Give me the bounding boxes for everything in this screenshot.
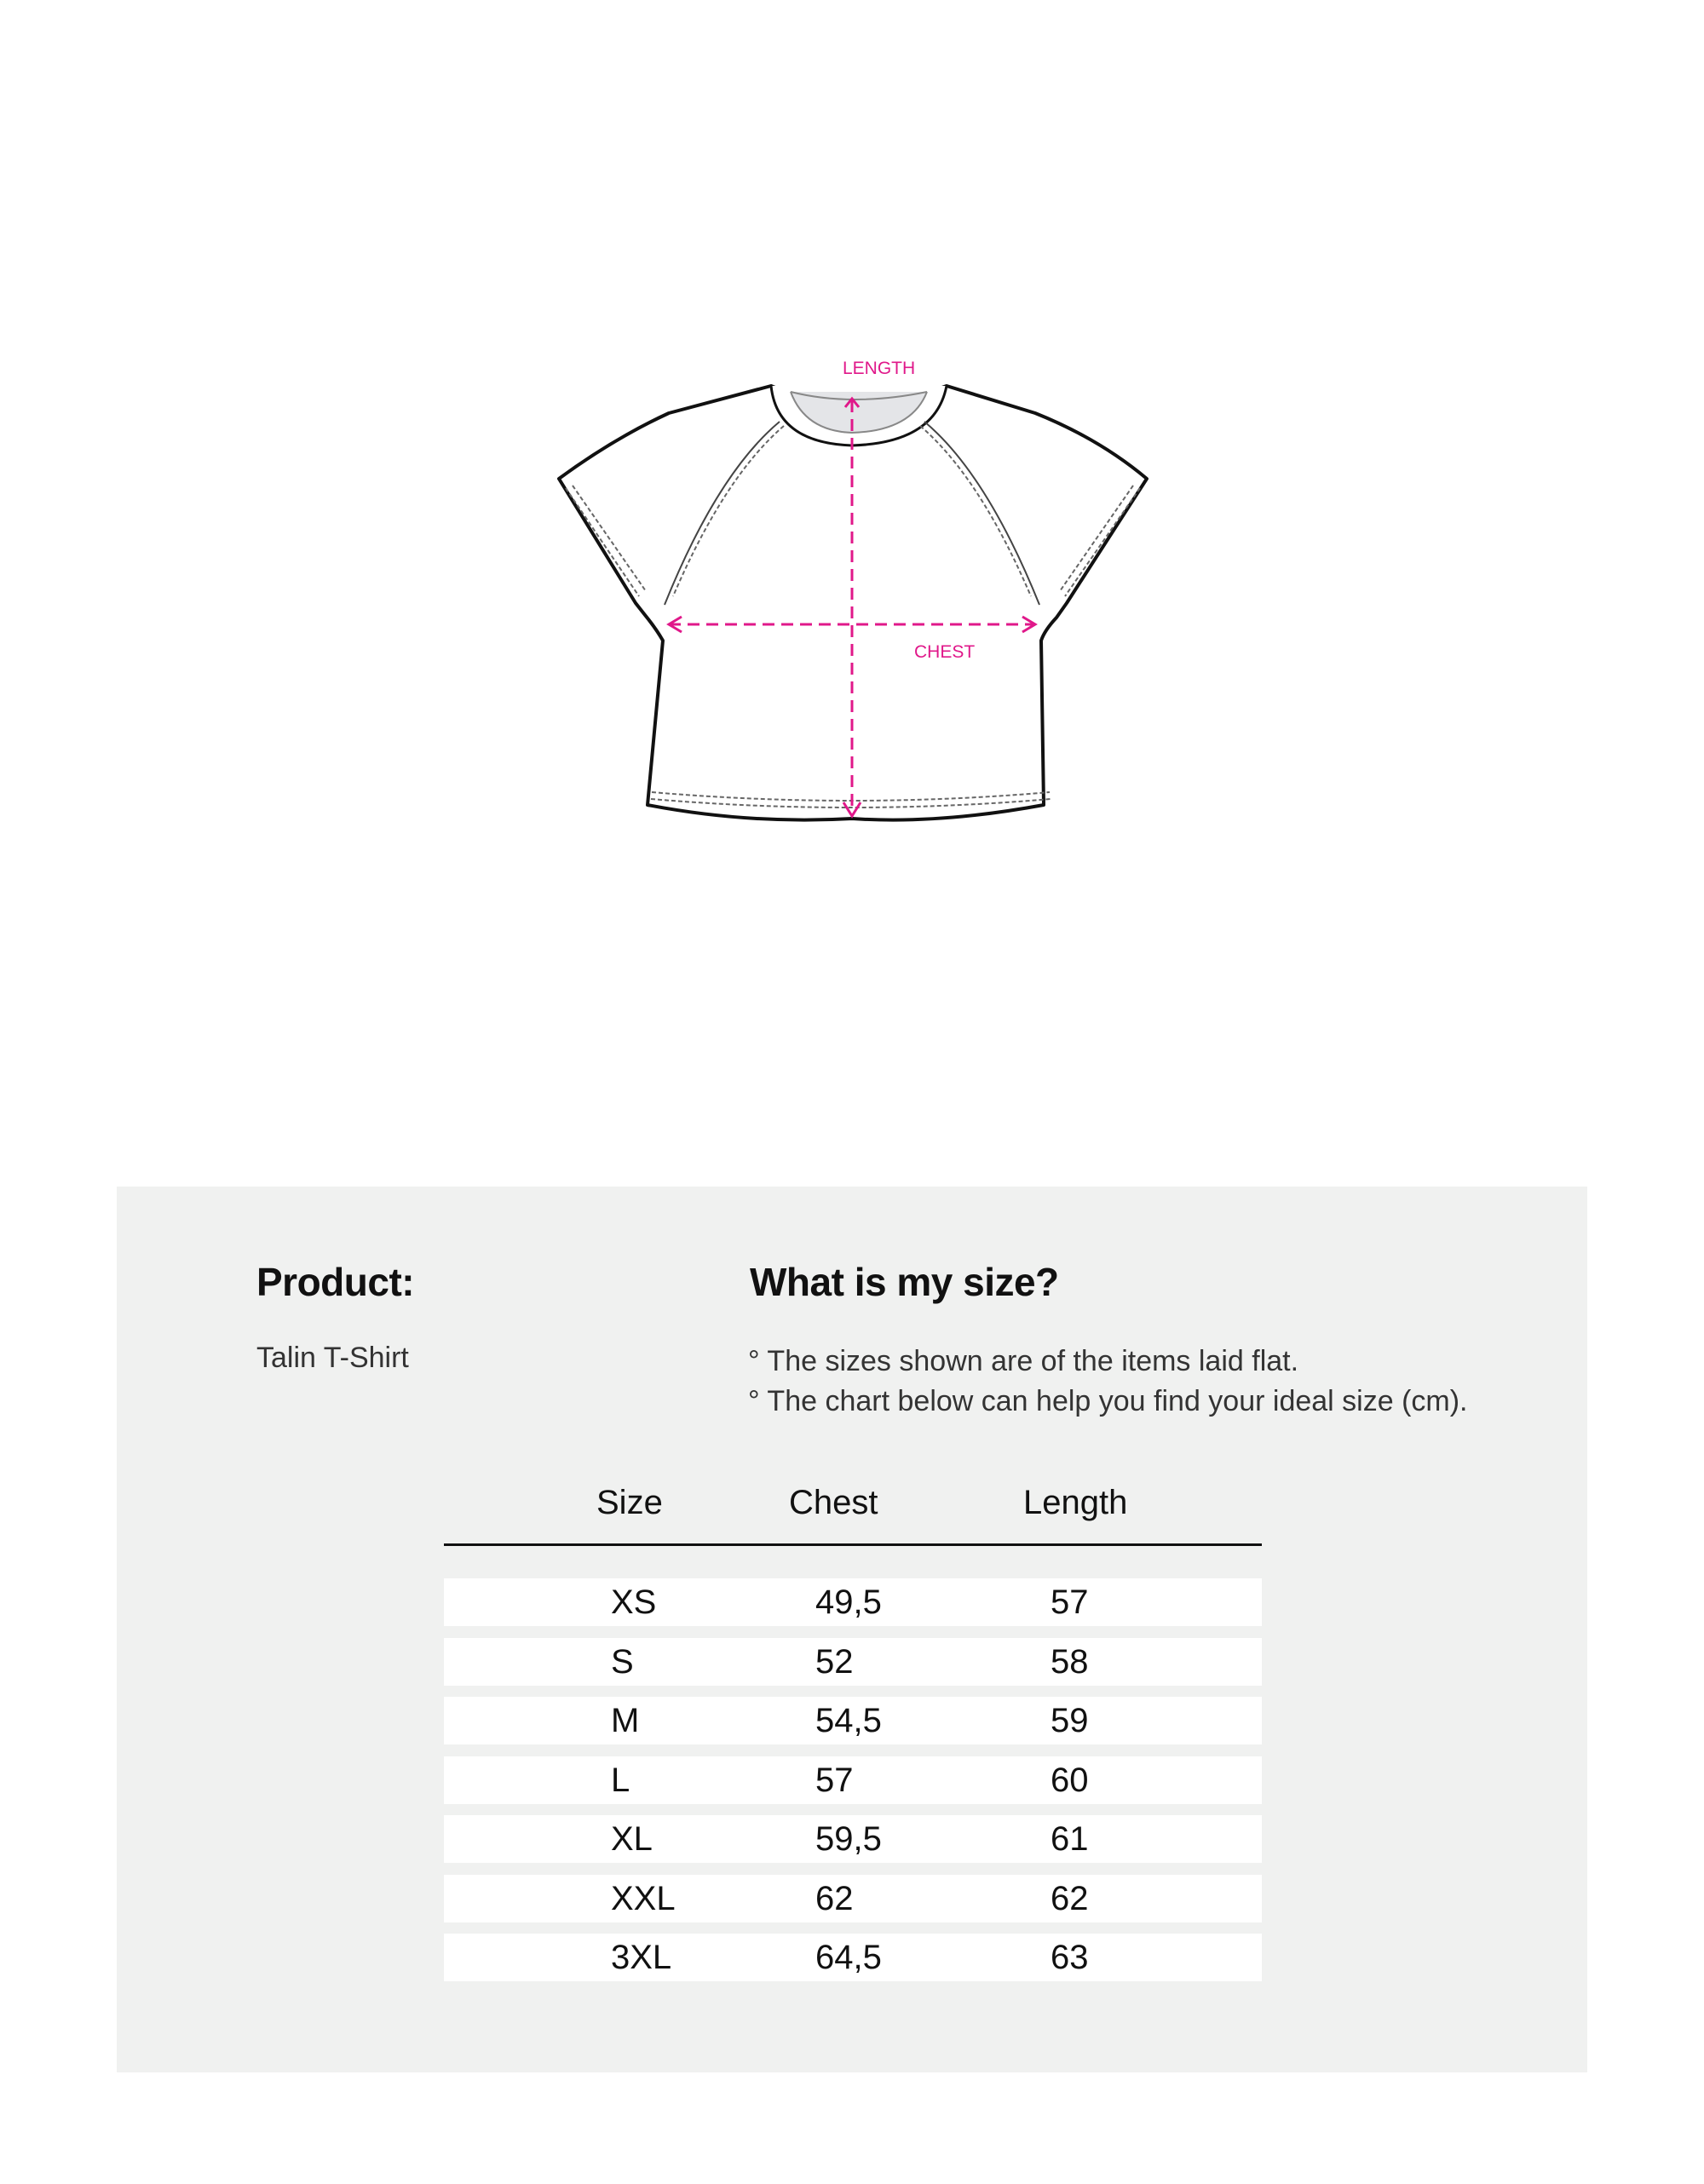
column-header-size: Size <box>596 1484 663 1521</box>
cell-size: S <box>611 1642 634 1681</box>
cell-size: L <box>611 1761 630 1799</box>
table-row <box>444 1875 1262 1922</box>
table-row <box>444 1578 1262 1626</box>
cell-length: 58 <box>1051 1642 1089 1681</box>
cell-chest: 57 <box>815 1761 854 1799</box>
cell-length: 62 <box>1051 1879 1089 1917</box>
table-row <box>444 1756 1262 1804</box>
cell-size: XS <box>611 1583 657 1621</box>
cell-size: 3XL <box>611 1939 672 1976</box>
cell-chest: 52 <box>815 1642 854 1681</box>
table-header-divider <box>444 1543 1262 1546</box>
cell-length: 57 <box>1051 1583 1089 1621</box>
product-heading: Product: <box>256 1260 415 1304</box>
chest-label: CHEST <box>914 642 976 662</box>
cell-length: 59 <box>1051 1702 1089 1739</box>
table-row <box>444 1934 1262 1981</box>
cell-length: 61 <box>1051 1820 1089 1858</box>
cell-length: 60 <box>1051 1761 1089 1799</box>
cell-chest: 49,5 <box>815 1583 882 1621</box>
table-row <box>444 1697 1262 1744</box>
cell-size: M <box>611 1702 640 1739</box>
cell-chest: 54,5 <box>815 1702 882 1739</box>
size-note: ° The sizes shown are of the items laid flat. <box>748 1345 1299 1377</box>
size-notes <box>748 1342 1468 1422</box>
size-table <box>444 1578 1262 1993</box>
cell-chest: 62 <box>815 1879 854 1917</box>
cell-length: 63 <box>1051 1939 1089 1976</box>
cell-size: XL <box>611 1820 653 1858</box>
tshirt-outline <box>559 386 1147 820</box>
column-header-length: Length <box>1023 1484 1128 1521</box>
tshirt-measurement-diagram <box>0 0 1704 937</box>
column-header-chest: Chest <box>789 1484 878 1521</box>
cell-chest: 59,5 <box>815 1820 882 1858</box>
size-note: ° The chart below can help you find your ideal size (cm). <box>748 1385 1468 1417</box>
cell-size: XXL <box>611 1879 676 1917</box>
table-row <box>444 1815 1262 1863</box>
product-name: Talin T-Shirt <box>256 1342 409 1374</box>
length-label: LENGTH <box>843 359 916 378</box>
table-row <box>444 1638 1262 1686</box>
size-question-heading: What is my size? <box>750 1260 1059 1304</box>
cell-chest: 64,5 <box>815 1939 882 1976</box>
